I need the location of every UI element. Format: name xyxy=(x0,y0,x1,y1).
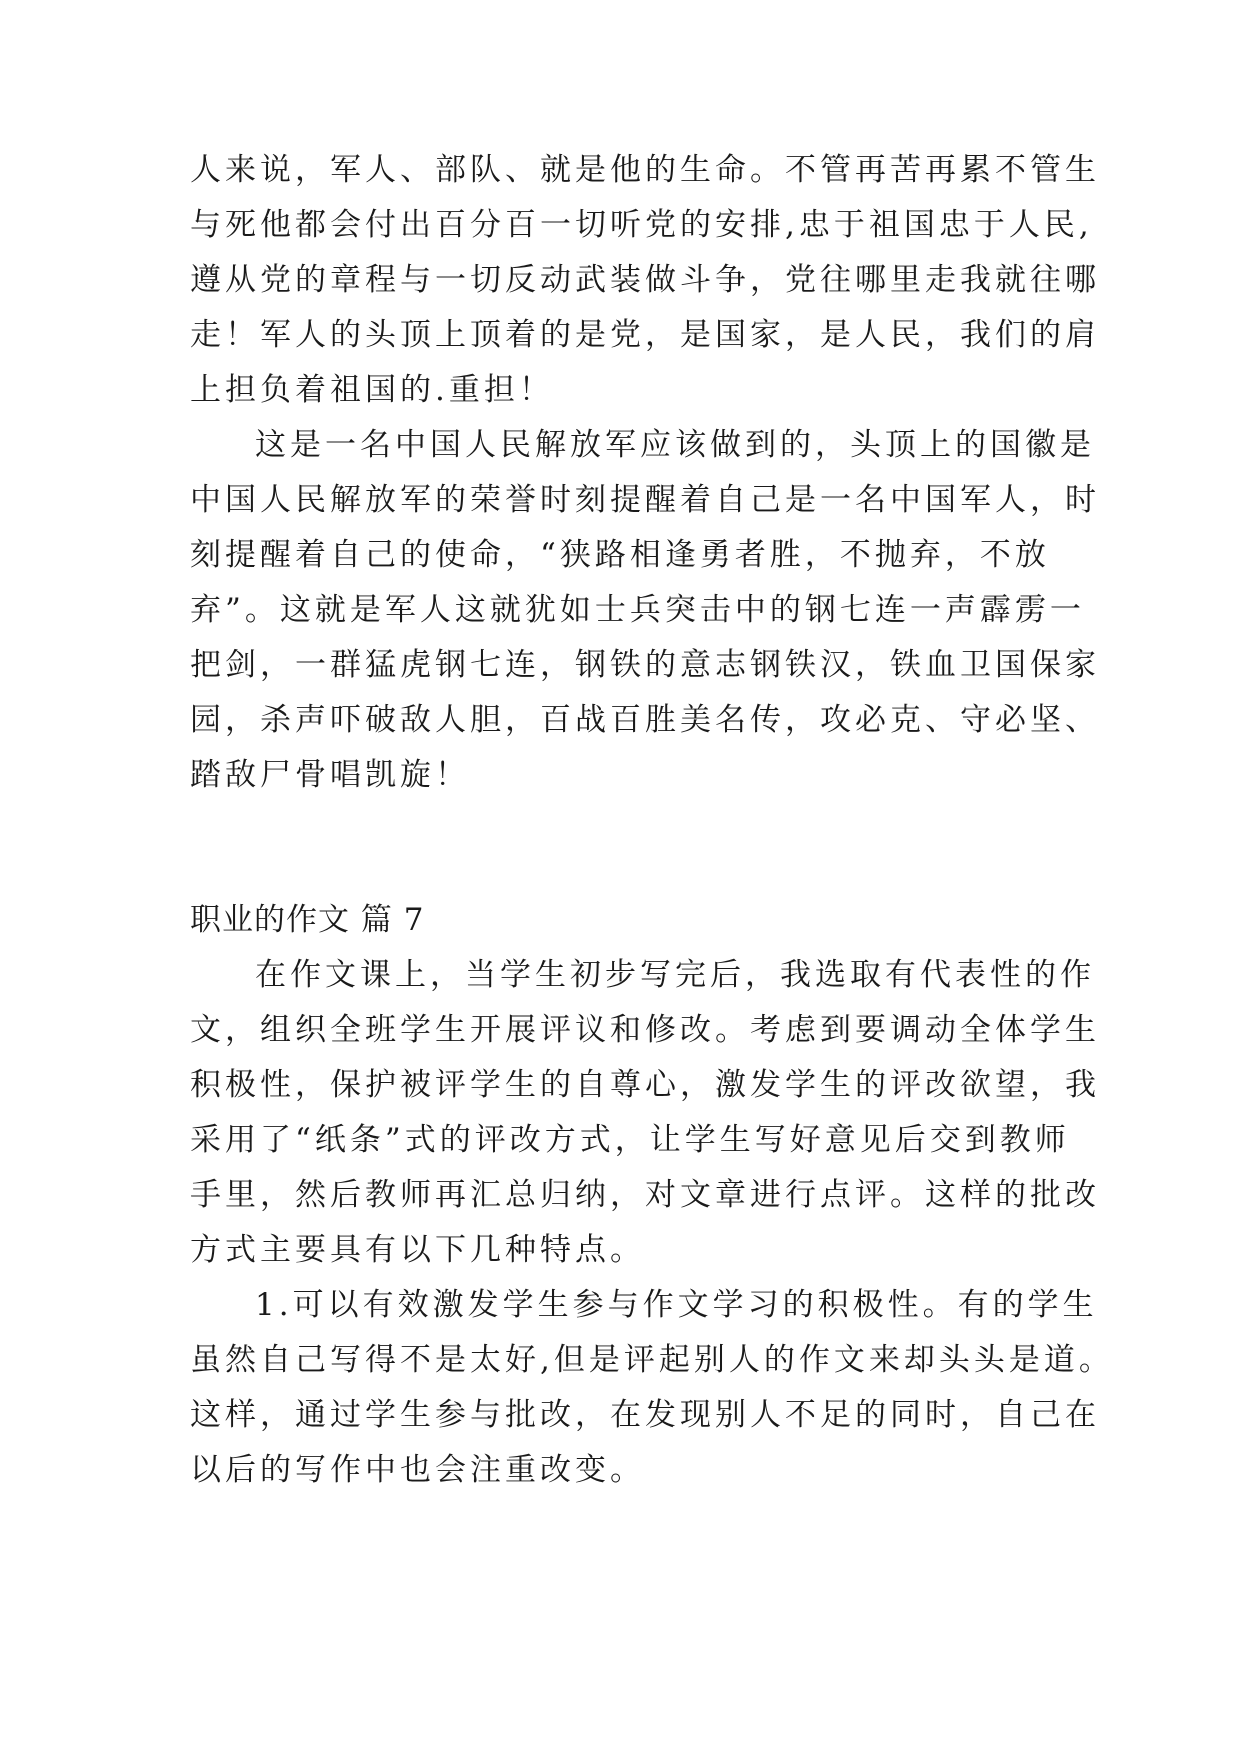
paragraph-line: 虽然自己写得不是太好,但是评起别人的作文来却头头是道。 xyxy=(190,1342,1114,1378)
paragraph-line: 以后的写作中也会注重改变。 xyxy=(190,1452,645,1488)
paragraph-line: 与死他都会付出百分百一切听党的安排,忠于祖国忠于人民, xyxy=(190,207,1093,243)
paragraph-line: 这样，通过学生参与批改，在发现别人不足的同时，自己在 xyxy=(190,1397,1100,1433)
paragraph-line: 上担负着祖国的.重担！ xyxy=(190,372,554,408)
paragraph-line: 人来说，军人、部队、就是他的生命。不管再苦再累不管生 xyxy=(190,152,1100,188)
paragraph-line: 刻提醒着自己的使命，“狭路相逢勇者胜，不抛弃，不放 xyxy=(190,537,1050,573)
paragraph-line: 方式主要具有以下几种特点。 xyxy=(190,1232,645,1268)
paragraph-line: 采用了“纸条”式的评改方式，让学生写好意见后交到教师 xyxy=(190,1122,1070,1158)
paragraph-line: 手里，然后教师再汇总归纳，对文章进行点评。这样的批改 xyxy=(190,1177,1100,1213)
paragraph-line: 踏敌尸骨唱凯旋！ xyxy=(190,757,470,793)
paragraph-line: 积极性，保护被评学生的自尊心，激发学生的评改欲望，我 xyxy=(190,1067,1100,1103)
paragraph-line: 园，杀声吓破敌人胆，百战百胜美名传，攻必克、守必坚、 xyxy=(190,702,1100,738)
paragraph-line: 走！军人的头顶上顶着的是党，是国家，是人民，我们的肩 xyxy=(190,317,1100,353)
paragraph-line: 弃”。这就是军人这就犹如士兵突击中的钢七连一声霹雳一 xyxy=(190,592,1085,628)
paragraph-line: 1.可以有效激发学生参与作文学习的积极性。有的学生 xyxy=(255,1287,1098,1323)
paragraph-line: 把剑，一群猛虎钢七连，钢铁的意志钢铁汉，铁血卫国保家 xyxy=(190,647,1100,683)
paragraph-line: 遵从党的章程与一切反动武装做斗争，党往哪里走我就往哪 xyxy=(190,262,1100,298)
paragraph-line: 在作文课上，当学生初步写完后，我选取有代表性的作 xyxy=(255,957,1095,993)
section-heading: 职业的作文 篇 7 xyxy=(190,902,425,938)
paragraph-line: 文，组织全班学生开展评议和修改。考虑到要调动全体学生 xyxy=(190,1012,1100,1048)
paragraph-line: 这是一名中国人民解放军应该做到的，头顶上的国徽是 xyxy=(255,427,1095,463)
paragraph-line: 中国人民解放军的荣誉时刻提醒着自己是一名中国军人，时 xyxy=(190,482,1100,518)
